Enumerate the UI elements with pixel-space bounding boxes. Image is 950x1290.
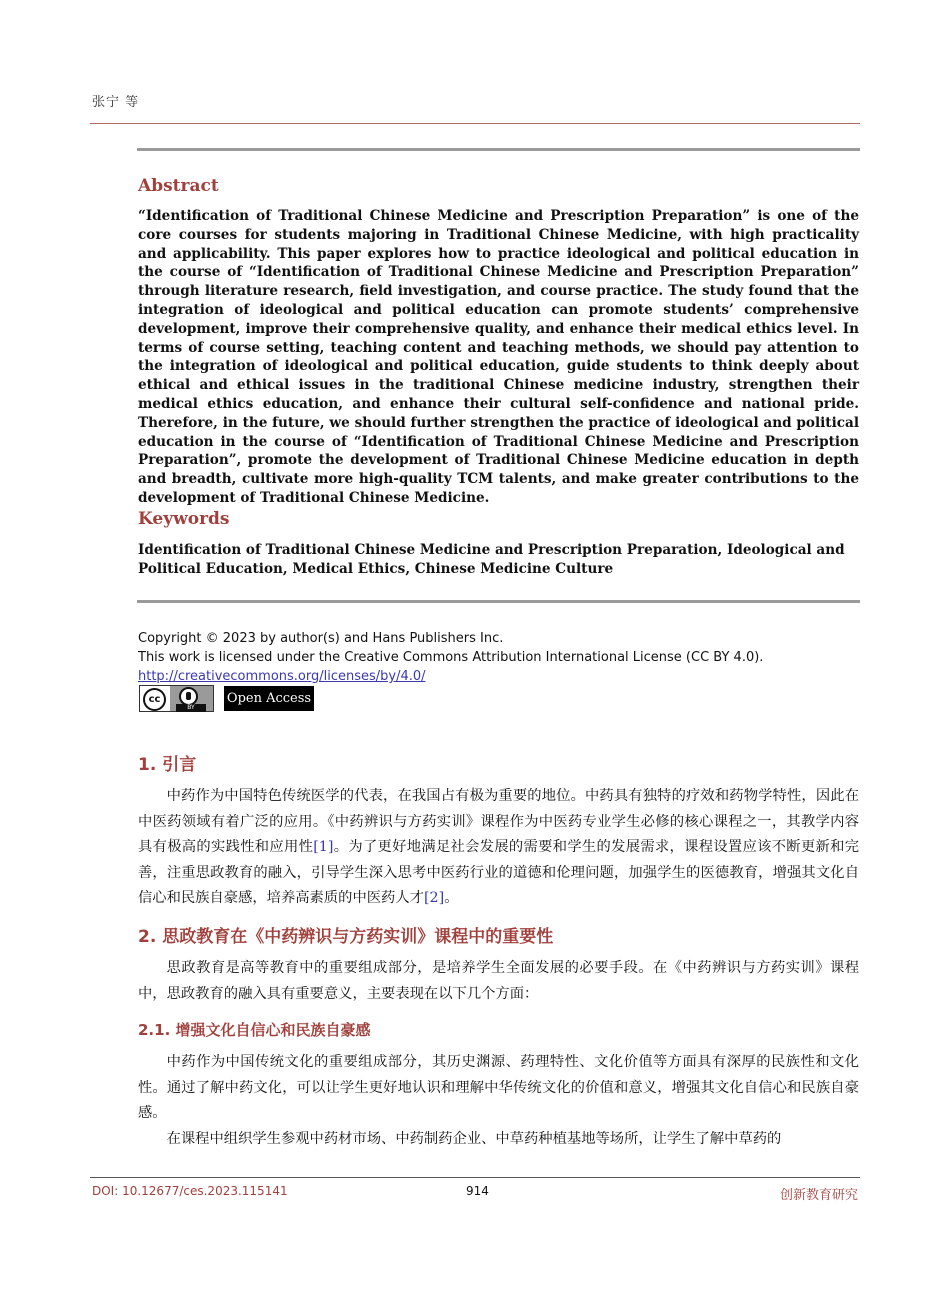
open-access-badge[interactable]: Open Access: [224, 686, 314, 711]
section-1-title: 1. 引言: [138, 755, 197, 775]
abstract-bottom-rule: [137, 600, 860, 603]
header-rule: [90, 123, 860, 124]
cc-icon: cc: [143, 688, 166, 711]
by-label: BY: [176, 704, 206, 712]
keywords-title: Keywords: [138, 509, 230, 529]
copyright-block: [138, 629, 859, 686]
keywords-text: Identification of Traditional Chinese Medicine and Prescription Preparation, Ideological and Political Education, Medical Ethics, Chinese Medicine Culture: [138, 542, 845, 577]
license-link[interactable]: http://creativecommons.org/licenses/by/4.0/: [138, 669, 426, 684]
paragraph-text: 。为了更好地满足社会发展的需要和学生的发展需求，课程设置应该不断更新和完善，注重思政教育的融入，引导学生深入思考中医药行业的道德和伦理问题，加强学生的医德教育，增强其文化自信心和民族自豪感，培养高素质的中医药人才: [138, 839, 860, 906]
reference-link-1[interactable]: [1]: [313, 839, 334, 855]
paragraph-text: 中药作为中国特色传统医学的代表，在我国占有极为重要的地位。中药具有独特的疗效和药物学特性，因此在中医药领域有着广泛的应用。《中药辨识与方药实训》课程作为中医药专业学生必修的核心课程之一，其教学内容具有极高的实践性和应用性: [138, 788, 859, 855]
reference-link-2[interactable]: [2]: [423, 890, 445, 906]
abstract-text: “Identification of Traditional Chinese Medicine and Prescription Preparation” is one of the core courses for students majoring in Traditional Chinese Medicine, with high practicality and applicability. This paper explores how to practice ideological and political education in the course of “Identification of Traditional Chinese Medicine and Prescription Preparation” through literature research, field investigation, and course practice. The study found that the integration of ideological and political education can promote students’ comprehensive development, improve their comprehensive quality, and enhance their medical ethics level. In terms of course setting, teaching content and teaching methods, we should pay attention to the integration of ideological and political education, guide students to think deeply about ethical and ethical issues in the traditional Chinese medicine industry, strengthen their medical ethics education, and enhance their cultural self-confidence and national pride. Therefore, in the future, we should further strengthen the practice of ideological and political education in the course of “Identification of Traditional Chinese Medicine and Prescription Preparation”, promote the development of Traditional Chinese Medicine education in depth and breadth, cultivate more high-quality TCM talents, and make greater contributions to the development of Traditional Chinese Medicine.: [138, 208, 859, 506]
page-number: 914: [466, 1184, 489, 1198]
section-2-1-paragraph-1: 中药作为中国传统文化的重要组成部分，其历史渊源、药理特性、文化价值等方面具有深厚的民族性和文化性。通过了解中药文化，可以让学生更好地认识和理解中华传统文化的价值和意义，增强其文化自信心和民族自豪感。: [138, 1054, 859, 1121]
license-line: This work is licensed under the Creative Commons Attribution International License (CC BY 4.0).: [138, 650, 764, 665]
footer-rule: [90, 1177, 860, 1178]
cc-by-badge[interactable]: [139, 685, 214, 712]
footer-doi: DOI: 10.12677/ces.2023.115141: [92, 1184, 288, 1198]
section-2-1-paragraph-2: 在课程中组织学生参观中药材市场、中药制药企业、中草药种植基地等场所，让学生了解中草药的: [166, 1131, 782, 1147]
section-2-1-title: 2.1. 增强文化自信心和民族自豪感: [138, 1021, 371, 1039]
paragraph-text: 。: [444, 890, 459, 906]
abstract-top-rule: [137, 148, 860, 151]
footer-journal: 创新教育研究: [779, 1188, 858, 1203]
section-1-paragraph: [138, 784, 859, 912]
abstract-title: Abstract: [138, 176, 219, 196]
section-2-title: 2. 思政教育在《中药辨识与方药实训》课程中的重要性: [138, 927, 554, 947]
copyright-line: Copyright © 2023 by author(s) and Hans Publishers Inc.: [138, 631, 504, 646]
running-header-author: 张宁 等: [92, 95, 140, 110]
section-2-paragraph: 思政教育是高等教育中的重要组成部分，是培养学生全面发展的必要手段。在《中药辨识与方药实训》课程中，思政教育的融入具有重要意义，主要表现在以下几个方面：: [138, 960, 859, 1002]
